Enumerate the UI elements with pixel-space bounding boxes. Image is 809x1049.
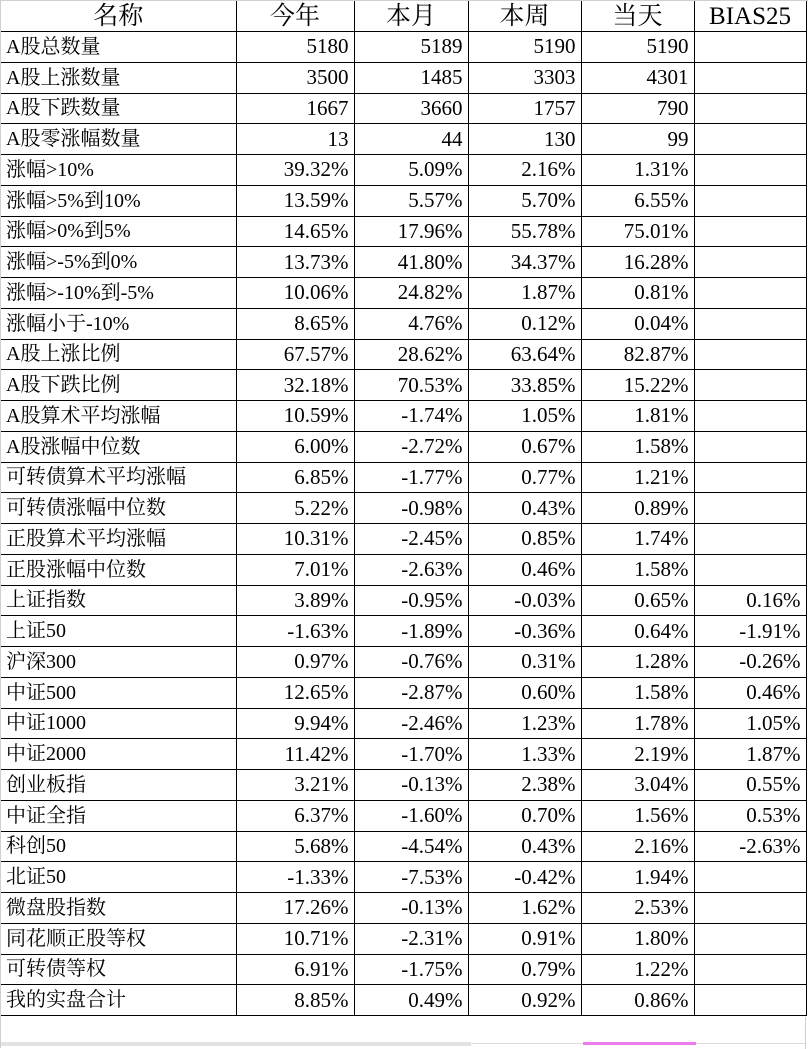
value-cell[interactable]: 39.32% bbox=[236, 155, 354, 186]
table-row bbox=[1, 647, 806, 678]
value-cell[interactable]: 17.26% bbox=[236, 893, 354, 924]
value-cell[interactable]: -1.33% bbox=[236, 862, 354, 893]
value-cell[interactable]: 0.67% bbox=[468, 431, 581, 462]
value-cell[interactable]: -1.60% bbox=[354, 800, 468, 831]
column-header-4[interactable]: 当天 bbox=[581, 1, 694, 32]
value-cell[interactable]: 13.59% bbox=[236, 185, 354, 216]
value-cell[interactable]: 0.43% bbox=[468, 493, 581, 524]
row-name-cell[interactable]: 涨幅>5%到10% bbox=[1, 185, 236, 216]
row-name-cell[interactable]: 可转债涨幅中位数 bbox=[1, 493, 236, 524]
value-cell[interactable] bbox=[694, 62, 806, 93]
value-cell[interactable]: -0.36% bbox=[468, 616, 581, 647]
value-cell[interactable]: 11.42% bbox=[236, 739, 354, 770]
value-cell[interactable]: 13.73% bbox=[236, 247, 354, 278]
value-cell[interactable]: -0.03% bbox=[468, 585, 581, 616]
value-cell[interactable]: 5190 bbox=[468, 32, 581, 63]
column-header-5[interactable]: BIAS25 bbox=[694, 1, 806, 32]
value-cell[interactable]: -0.95% bbox=[354, 585, 468, 616]
row-name-cell[interactable]: A股算术平均涨幅 bbox=[1, 401, 236, 432]
row-name-cell[interactable]: A股下跌比例 bbox=[1, 370, 236, 401]
table-row bbox=[1, 800, 806, 831]
value-cell[interactable] bbox=[694, 431, 806, 462]
value-cell[interactable]: 8.85% bbox=[236, 985, 354, 1016]
value-cell[interactable]: -2.46% bbox=[354, 708, 468, 739]
value-cell[interactable]: 6.37% bbox=[236, 800, 354, 831]
row-name-cell[interactable]: 中证1000 bbox=[1, 708, 236, 739]
value-cell[interactable]: 1757 bbox=[468, 93, 581, 124]
row-name-cell[interactable]: 微盘股指数 bbox=[1, 893, 236, 924]
value-cell[interactable]: 10.59% bbox=[236, 401, 354, 432]
row-name-cell[interactable]: 科创50 bbox=[1, 831, 236, 862]
value-cell[interactable]: -0.42% bbox=[468, 862, 581, 893]
column-header-0[interactable]: 名称 bbox=[1, 1, 236, 32]
row-name-cell[interactable]: 涨幅>-5%到0% bbox=[1, 247, 236, 278]
market-stats-table bbox=[1, 1, 807, 1016]
table-row bbox=[1, 923, 806, 954]
table-row bbox=[1, 278, 806, 309]
table-row bbox=[1, 216, 806, 247]
table-row bbox=[1, 185, 806, 216]
value-cell[interactable] bbox=[694, 339, 806, 370]
value-cell[interactable] bbox=[694, 462, 806, 493]
row-name-cell[interactable]: 中证500 bbox=[1, 677, 236, 708]
table-row bbox=[1, 985, 806, 1016]
row-name-cell[interactable]: A股零涨幅数量 bbox=[1, 124, 236, 155]
row-name-cell[interactable]: 涨幅>0%到5% bbox=[1, 216, 236, 247]
value-cell[interactable] bbox=[694, 93, 806, 124]
value-cell[interactable]: 0.97% bbox=[236, 647, 354, 678]
value-cell[interactable]: 0.86% bbox=[581, 985, 694, 1016]
value-cell[interactable]: -4.54% bbox=[354, 831, 468, 862]
value-cell[interactable]: 0.46% bbox=[694, 677, 806, 708]
value-cell[interactable]: -0.76% bbox=[354, 647, 468, 678]
value-cell[interactable]: -2.72% bbox=[354, 431, 468, 462]
value-cell[interactable] bbox=[694, 155, 806, 186]
value-cell[interactable]: 130 bbox=[468, 124, 581, 155]
value-cell[interactable]: 3.21% bbox=[236, 770, 354, 801]
value-cell[interactable]: 5190 bbox=[581, 32, 694, 63]
value-cell[interactable]: 0.31% bbox=[468, 647, 581, 678]
value-cell[interactable] bbox=[694, 124, 806, 155]
sheet-right-edge bbox=[805, 1017, 806, 1049]
value-cell[interactable]: -1.63% bbox=[236, 616, 354, 647]
table-row bbox=[1, 554, 806, 585]
value-cell[interactable]: 0.49% bbox=[354, 985, 468, 1016]
value-cell[interactable]: 67.57% bbox=[236, 339, 354, 370]
value-cell[interactable] bbox=[694, 247, 806, 278]
value-cell[interactable] bbox=[694, 401, 806, 432]
value-cell[interactable]: 0.91% bbox=[468, 923, 581, 954]
value-cell[interactable]: 6.00% bbox=[236, 431, 354, 462]
value-cell[interactable]: 24.82% bbox=[354, 278, 468, 309]
value-cell[interactable]: 1.56% bbox=[581, 800, 694, 831]
value-cell[interactable]: 1.74% bbox=[581, 524, 694, 555]
value-cell[interactable]: 0.55% bbox=[694, 770, 806, 801]
row-name-cell[interactable]: 涨幅>-10%到-5% bbox=[1, 278, 236, 309]
value-cell[interactable]: -0.26% bbox=[694, 647, 806, 678]
value-cell[interactable]: 55.78% bbox=[468, 216, 581, 247]
value-cell[interactable]: 1.31% bbox=[581, 155, 694, 186]
table-row bbox=[1, 431, 806, 462]
value-cell[interactable]: 1.62% bbox=[468, 893, 581, 924]
value-cell[interactable]: 0.53% bbox=[694, 800, 806, 831]
table-row bbox=[1, 155, 806, 186]
value-cell[interactable]: 0.64% bbox=[581, 616, 694, 647]
row-name-cell[interactable]: 同花顺正股等权 bbox=[1, 923, 236, 954]
value-cell[interactable]: 2.16% bbox=[468, 155, 581, 186]
value-cell[interactable]: -2.45% bbox=[354, 524, 468, 555]
value-cell[interactable]: 0.81% bbox=[581, 278, 694, 309]
value-cell[interactable]: 3.89% bbox=[236, 585, 354, 616]
partial-cell-magenta-fill bbox=[583, 1042, 696, 1045]
table-row bbox=[1, 308, 806, 339]
value-cell[interactable]: 1.33% bbox=[468, 739, 581, 770]
value-cell[interactable]: 4.76% bbox=[354, 308, 468, 339]
table-row bbox=[1, 524, 806, 555]
value-cell[interactable] bbox=[694, 216, 806, 247]
table-row bbox=[1, 462, 806, 493]
value-cell[interactable]: -0.13% bbox=[354, 893, 468, 924]
row-name-cell[interactable]: 涨幅>10% bbox=[1, 155, 236, 186]
value-cell[interactable] bbox=[694, 923, 806, 954]
value-cell[interactable]: 0.70% bbox=[468, 800, 581, 831]
row-name-cell[interactable]: 可转债等权 bbox=[1, 954, 236, 985]
value-cell[interactable] bbox=[694, 554, 806, 585]
column-header-2[interactable]: 本月 bbox=[354, 1, 468, 32]
value-cell[interactable]: 15.22% bbox=[581, 370, 694, 401]
row-name-cell[interactable]: A股总数量 bbox=[1, 32, 236, 63]
column-header-1[interactable]: 今年 bbox=[236, 1, 354, 32]
table-row bbox=[1, 677, 806, 708]
value-cell[interactable]: 82.87% bbox=[581, 339, 694, 370]
value-cell[interactable]: 3500 bbox=[236, 62, 354, 93]
table-row bbox=[1, 739, 806, 770]
value-cell[interactable]: 1.81% bbox=[581, 401, 694, 432]
value-cell[interactable]: 17.96% bbox=[354, 216, 468, 247]
value-cell[interactable]: 10.31% bbox=[236, 524, 354, 555]
value-cell[interactable]: 99 bbox=[581, 124, 694, 155]
value-cell[interactable]: 0.85% bbox=[468, 524, 581, 555]
value-cell[interactable]: 0.60% bbox=[468, 677, 581, 708]
value-cell[interactable]: 1485 bbox=[354, 62, 468, 93]
value-cell[interactable]: 0.12% bbox=[468, 308, 581, 339]
value-cell[interactable]: 3303 bbox=[468, 62, 581, 93]
table-row bbox=[1, 124, 806, 155]
value-cell[interactable] bbox=[694, 862, 806, 893]
value-cell[interactable]: -2.31% bbox=[354, 923, 468, 954]
row-name-cell[interactable]: A股涨幅中位数 bbox=[1, 431, 236, 462]
value-cell[interactable]: 4301 bbox=[581, 62, 694, 93]
value-cell[interactable]: 1.58% bbox=[581, 677, 694, 708]
value-cell[interactable]: 1.05% bbox=[468, 401, 581, 432]
row-name-cell[interactable]: 中证2000 bbox=[1, 739, 236, 770]
value-cell[interactable]: 5.57% bbox=[354, 185, 468, 216]
table-row bbox=[1, 831, 806, 862]
row-name-cell[interactable]: 创业板指 bbox=[1, 770, 236, 801]
value-cell[interactable]: 8.65% bbox=[236, 308, 354, 339]
partial-cell-gray-fill bbox=[1, 1042, 471, 1046]
value-cell[interactable] bbox=[694, 308, 806, 339]
value-cell[interactable] bbox=[694, 32, 806, 63]
value-cell[interactable]: 0.16% bbox=[694, 585, 806, 616]
partial-next-row bbox=[1, 1042, 806, 1048]
value-cell[interactable]: 7.01% bbox=[236, 554, 354, 585]
value-cell[interactable]: -1.75% bbox=[354, 954, 468, 985]
value-cell[interactable] bbox=[694, 278, 806, 309]
table-row bbox=[1, 339, 806, 370]
value-cell[interactable]: 28.62% bbox=[354, 339, 468, 370]
value-cell[interactable]: 33.85% bbox=[468, 370, 581, 401]
value-cell[interactable]: -1.89% bbox=[354, 616, 468, 647]
value-cell[interactable]: 34.37% bbox=[468, 247, 581, 278]
value-cell[interactable]: 2.53% bbox=[581, 893, 694, 924]
table-row bbox=[1, 708, 806, 739]
value-cell[interactable]: -2.63% bbox=[354, 554, 468, 585]
value-cell[interactable]: 5.70% bbox=[468, 185, 581, 216]
table-row bbox=[1, 93, 806, 124]
value-cell[interactable] bbox=[694, 954, 806, 985]
value-cell[interactable]: 1.80% bbox=[581, 923, 694, 954]
value-cell[interactable]: 1.87% bbox=[694, 739, 806, 770]
value-cell[interactable] bbox=[694, 185, 806, 216]
value-cell[interactable]: 13 bbox=[236, 124, 354, 155]
value-cell[interactable]: 0.92% bbox=[468, 985, 581, 1016]
value-cell[interactable]: 0.89% bbox=[581, 493, 694, 524]
value-cell[interactable]: 3.04% bbox=[581, 770, 694, 801]
value-cell[interactable]: 0.46% bbox=[468, 554, 581, 585]
value-cell[interactable]: 5189 bbox=[354, 32, 468, 63]
value-cell[interactable]: 1.87% bbox=[468, 278, 581, 309]
table-row bbox=[1, 770, 806, 801]
value-cell[interactable]: 1.23% bbox=[468, 708, 581, 739]
value-cell[interactable]: 2.38% bbox=[468, 770, 581, 801]
value-cell[interactable]: 1.58% bbox=[581, 554, 694, 585]
table-row bbox=[1, 616, 806, 647]
value-cell[interactable]: 3660 bbox=[354, 93, 468, 124]
value-cell[interactable]: 70.53% bbox=[354, 370, 468, 401]
row-name-cell[interactable]: 上证指数 bbox=[1, 585, 236, 616]
value-cell[interactable]: 0.79% bbox=[468, 954, 581, 985]
table-row bbox=[1, 893, 806, 924]
value-cell[interactable]: 0.77% bbox=[468, 462, 581, 493]
row-name-cell[interactable]: 正股涨幅中位数 bbox=[1, 554, 236, 585]
table-row bbox=[1, 954, 806, 985]
value-cell[interactable]: 1.22% bbox=[581, 954, 694, 985]
header-row bbox=[1, 1, 806, 32]
table-row bbox=[1, 585, 806, 616]
table-row bbox=[1, 401, 806, 432]
value-cell[interactable]: 6.55% bbox=[581, 185, 694, 216]
value-cell[interactable]: 10.71% bbox=[236, 923, 354, 954]
row-name-cell[interactable]: 上证50 bbox=[1, 616, 236, 647]
column-header-3[interactable]: 本周 bbox=[468, 1, 581, 32]
row-name-cell[interactable]: 中证全指 bbox=[1, 800, 236, 831]
value-cell[interactable]: 0.04% bbox=[581, 308, 694, 339]
value-cell[interactable] bbox=[694, 370, 806, 401]
value-cell[interactable]: 1.58% bbox=[581, 431, 694, 462]
value-cell[interactable]: 63.64% bbox=[468, 339, 581, 370]
value-cell[interactable]: 790 bbox=[581, 93, 694, 124]
value-cell[interactable]: -0.13% bbox=[354, 770, 468, 801]
value-cell[interactable]: 5.68% bbox=[236, 831, 354, 862]
table-row bbox=[1, 370, 806, 401]
value-cell[interactable]: 10.06% bbox=[236, 278, 354, 309]
value-cell[interactable]: 0.43% bbox=[468, 831, 581, 862]
value-cell[interactable]: -7.53% bbox=[354, 862, 468, 893]
value-cell[interactable]: 32.18% bbox=[236, 370, 354, 401]
row-name-cell[interactable]: 正股算术平均涨幅 bbox=[1, 524, 236, 555]
table-row bbox=[1, 247, 806, 278]
value-cell[interactable]: 5180 bbox=[236, 32, 354, 63]
value-cell[interactable]: 5.09% bbox=[354, 155, 468, 186]
row-name-cell[interactable]: 可转债算术平均涨幅 bbox=[1, 462, 236, 493]
row-name-cell[interactable]: A股下跌数量 bbox=[1, 93, 236, 124]
value-cell[interactable]: 75.01% bbox=[581, 216, 694, 247]
value-cell[interactable]: 1.78% bbox=[581, 708, 694, 739]
value-cell[interactable]: 1.21% bbox=[581, 462, 694, 493]
value-cell[interactable]: -1.70% bbox=[354, 739, 468, 770]
value-cell[interactable]: 1.05% bbox=[694, 708, 806, 739]
value-cell[interactable] bbox=[694, 985, 806, 1016]
value-cell[interactable]: 0.65% bbox=[581, 585, 694, 616]
value-cell[interactable]: 44 bbox=[354, 124, 468, 155]
row-name-cell[interactable]: A股上涨比例 bbox=[1, 339, 236, 370]
table-row bbox=[1, 62, 806, 93]
table-row bbox=[1, 493, 806, 524]
row-name-cell[interactable]: 我的实盘合计 bbox=[1, 985, 236, 1016]
table-row bbox=[1, 862, 806, 893]
value-cell[interactable] bbox=[694, 524, 806, 555]
value-cell[interactable]: 9.94% bbox=[236, 708, 354, 739]
value-cell[interactable] bbox=[694, 893, 806, 924]
value-cell[interactable]: 2.19% bbox=[581, 739, 694, 770]
row-name-cell[interactable]: A股上涨数量 bbox=[1, 62, 236, 93]
row-name-cell[interactable]: 沪深300 bbox=[1, 647, 236, 678]
value-cell[interactable]: -1.91% bbox=[694, 616, 806, 647]
row-name-cell[interactable]: 涨幅小于-10% bbox=[1, 308, 236, 339]
value-cell[interactable]: -1.77% bbox=[354, 462, 468, 493]
value-cell[interactable]: 2.16% bbox=[581, 831, 694, 862]
table-row bbox=[1, 32, 806, 63]
value-cell[interactable]: 1.28% bbox=[581, 647, 694, 678]
value-cell[interactable]: 6.91% bbox=[236, 954, 354, 985]
value-cell[interactable]: 14.65% bbox=[236, 216, 354, 247]
value-cell[interactable]: -0.98% bbox=[354, 493, 468, 524]
value-cell[interactable]: -2.87% bbox=[354, 677, 468, 708]
row-name-cell[interactable]: 北证50 bbox=[1, 862, 236, 893]
value-cell[interactable]: 6.85% bbox=[236, 462, 354, 493]
value-cell[interactable]: 1667 bbox=[236, 93, 354, 124]
value-cell[interactable]: 16.28% bbox=[581, 247, 694, 278]
value-cell[interactable]: -2.63% bbox=[694, 831, 806, 862]
value-cell[interactable]: 12.65% bbox=[236, 677, 354, 708]
value-cell[interactable]: -1.74% bbox=[354, 401, 468, 432]
value-cell[interactable]: 41.80% bbox=[354, 247, 468, 278]
value-cell[interactable]: 1.94% bbox=[581, 862, 694, 893]
value-cell[interactable]: 5.22% bbox=[236, 493, 354, 524]
value-cell[interactable] bbox=[694, 493, 806, 524]
